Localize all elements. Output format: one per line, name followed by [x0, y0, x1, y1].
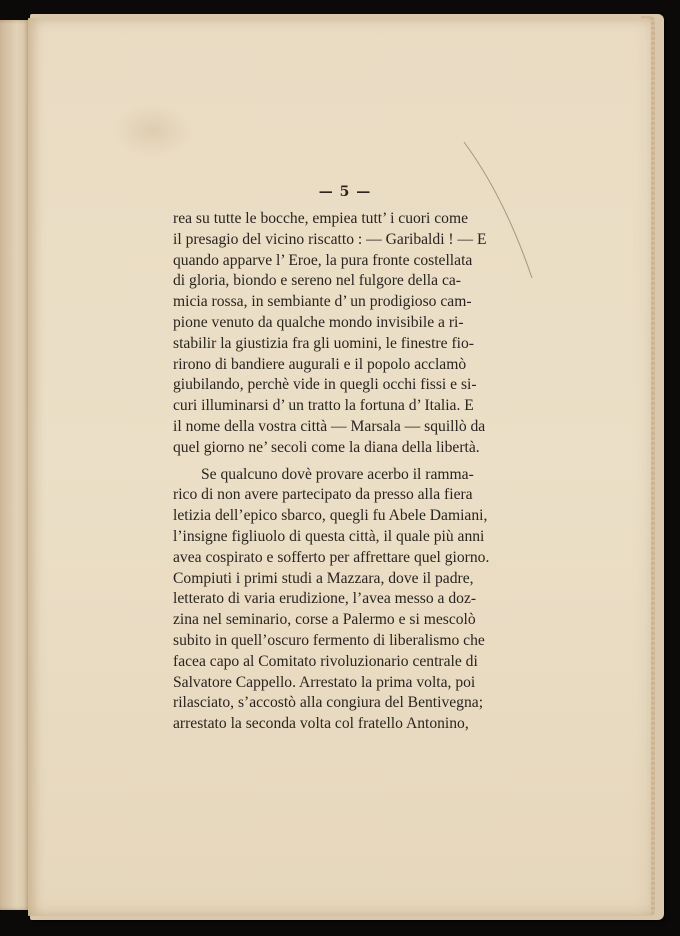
text-line: arrestato la seconda volta col fratello Antonino, — [173, 715, 469, 733]
paper-stain — [113, 103, 193, 158]
text-line: quando apparve l’ Eroe, la pura fronte costellata — [173, 251, 473, 269]
text-line: avea cospirato e sofferto per affrettare quel giorno. — [173, 548, 490, 566]
text-line: letterato di varia erudizione, l’avea messo a doz- — [173, 590, 477, 608]
paragraph-2 — [173, 465, 490, 735]
text-line: rirono di bandiere augurali e il popolo acclamò — [173, 355, 467, 373]
text-line: pione venuto da qualche mondo invisibile a ri- — [173, 313, 464, 331]
text-line: curi illuminarsi d’ un tratto la fortuna d’ Italia. E — [173, 397, 474, 415]
text-line: Se qualcuno dovè provare acerbo il rammа- — [201, 465, 474, 483]
text-line: il presagio del vicino riscatto : — Garibaldi ! — E — [173, 230, 487, 248]
text-line: rico di non avere partecipato da presso alla fiera — [173, 486, 473, 504]
text-line: rilasciato, s’accostò alla congiura del Bentivegna; — [173, 694, 484, 712]
text-line: subito in quell’oscuro fermento di liberalismo che — [173, 631, 485, 649]
text-line: l’insigne figliuolo di questa città, il quale più anni — [173, 527, 485, 545]
text-line: Salvatore Cappello. Arrestato la prima volta, poi — [173, 673, 476, 691]
text-line: micia rossa, in sembiante d’ un prodigioso cam- — [173, 293, 472, 311]
text-line: stabilir la giustizia fra gli uomini, le finestre fio- — [173, 334, 474, 352]
facing-page-edge — [0, 20, 30, 910]
text-line: quel giorno ne’ secoli come la diana della libertà. — [173, 438, 480, 456]
text-line: rea su tutte le bocche, empiea tutt’ i cuori come — [173, 210, 469, 227]
text-line: di gloria, biondo e sereno nel fulgore della ca- — [173, 272, 461, 290]
text-line: zina nel seminario, corse a Palermo e si mescolò — [173, 611, 476, 629]
paragraph-1 — [173, 209, 487, 459]
text-line: letizia dell’epico sbarco, quegli fu Abele Damiani, — [173, 507, 488, 525]
page-number: — 5 — — [318, 184, 372, 200]
paper-scratch-mark — [462, 140, 542, 280]
body-text — [173, 209, 490, 735]
text-line: giubilando, perchè vide in quegli occhi fissi e si- — [173, 376, 477, 394]
text-line: Compiuti i primi studi a Mazzara, dove il padre, — [173, 569, 474, 587]
text-line: il nome della vostra città — Marsala — squillò da — [173, 417, 486, 435]
text-line: facea capo al Comitato rivoluzionario centrale di — [173, 652, 478, 670]
